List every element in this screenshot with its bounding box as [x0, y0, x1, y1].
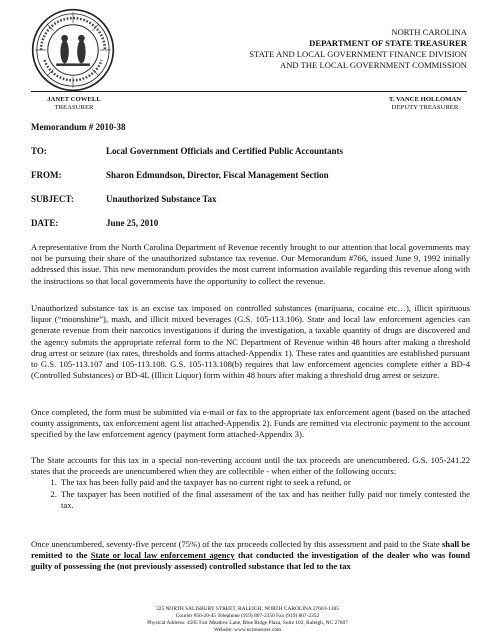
memo-subject-value: Unauthorized Substance Tax — [106, 194, 217, 204]
memo-to-row — [31, 146, 343, 156]
memo-date-value: June 25, 2010 — [106, 218, 159, 228]
paragraph-4-intro: The State accounts for this tax in a special non-reverting account until the tax proceeds are unencumbered. G.S. 105-241.22 states that the proceeds are unencumbered when they are collectible - when either of the following occurs: — [31, 455, 470, 477]
unencumbered-conditions-list — [31, 477, 470, 511]
footer-mailing-address: 325 NORTH SALISBURY STREET, RALEIGH, NORTH CAROLINA 27603-1385 — [156, 606, 339, 612]
state-seal-icon — [31, 8, 115, 92]
paragraph-2 — [31, 303, 470, 381]
state-name: NORTH CAROLINA — [391, 27, 467, 37]
paragraph-5-bold-continued: that conducted the investigation of the dealer who was found guilty of possessing the (not previously assessed) controlled substance that led to the tax — [31, 550, 470, 572]
deputy-treasurer-title: DEPUTY TREASURER — [391, 104, 459, 112]
memo-from-row — [31, 170, 329, 180]
footer-website: Website: www.nctreasurer.com — [213, 627, 282, 633]
memorandum-number: Memorandum # 2010-38 — [31, 122, 126, 132]
treasurer-name: JANET COWELL — [47, 96, 101, 103]
memo-subject-row — [31, 194, 217, 204]
footer-phone-fax: Courier #56-20-45 Telephone (919) 807-2350 Fax (919) 807-2352 — [175, 613, 320, 619]
deputy-treasurer-name: T. VANCE HOLLOMAN — [388, 96, 462, 103]
paragraph-3 — [31, 407, 470, 441]
memo-subject-label: SUBJECT: — [31, 194, 74, 204]
memo-from-label: FROM: — [31, 170, 62, 180]
list-item: 1. The tax has been fully paid and the taxpayer has no current right to seek a refund, or — [59, 477, 470, 488]
treasurer-title: TREASURER — [54, 104, 94, 112]
official-treasurer — [28, 96, 120, 112]
list-item: 2. The taxpayer has been notified of the final assessment of the tax and has neither fully paid nor timely contested the tax. — [59, 489, 470, 511]
memo-to-value: Local Government Officials and Certified Public Accountants — [106, 146, 343, 156]
paragraph-5-bold: shall be remitted to the — [31, 539, 470, 561]
paragraph-4 — [31, 455, 470, 511]
memo-to-label: TO: — [31, 146, 47, 156]
paragraph-5-text — [31, 539, 470, 573]
footer-physical-address: Physical Address: 4505 Fair Meadow Lane, Blue Ridge Plaza, Suite 102, Raleigh, NC 27607 — [147, 620, 348, 626]
paragraph-5-plain: Once unencumbered, seventy-five percent (75%) of the tax proceeds collected by this assessment and paid to the State — [31, 539, 442, 549]
division-line-1: STATE AND LOCAL GOVERNMENT FINANCE DIVISION — [249, 49, 467, 59]
letterhead-footer — [100, 606, 395, 634]
paragraph-1-text: A representative from the North Carolina Department of Revenue recently brought to our attention that local governments may not be pursuing their share of the unauthorized substance tax revenue. Our Memorandum #766, issued June 9, 1992 initially addressed this issue. This new memorandum provides the most current information available regarding this revenue along with the instructions so that local governments have the opportunity to collect the revenue. — [31, 242, 470, 286]
department-name: DEPARTMENT OF STATE TREASURER — [309, 38, 467, 48]
paragraph-2-text: Unauthorized substance tax is an excise tax imposed on controlled substances (marijuana, cocaine etc…), illicit spirituous liquor (“moonshine”), mash, and illicit mixed beverages (G.S. 105-113.106). State and local law enforcement agencies can generate revenue from their narcotics investigations if during the investigation, a taxable quantity of drugs are discovered and the agency submits the appropriate referral form to the NC Department of Revenue within 48 hours after making a threshold drug arrest or seizure (tax rates, thresholds and forms attached-Appendix 1). These rates and quantities are established pursuant to G.S. 105-113.107 and 105-113.108. G.S. 105-113.108(b) requires that law enforcement agencies complete either a BD-4 (Controlled Substances) or BD-4L (Illicit Liquor) form within 48 hours after making a threshold drug arrest or seizure. — [31, 303, 470, 381]
division-line-2: AND THE LOCAL GOVERNMENT COMMISSION — [280, 60, 467, 70]
memo-date-row — [31, 218, 158, 228]
letterhead-divider — [31, 91, 467, 92]
memo-from-value: Sharon Edmundson, Director, Fiscal Management Section — [106, 170, 329, 180]
paragraph-1 — [31, 242, 470, 287]
paragraph-5-bold-underline: State or local law enforcement agency — [90, 550, 235, 561]
paragraph-5 — [31, 539, 470, 573]
memo-date-label: DATE: — [31, 218, 59, 228]
paragraph-3-text: Once completed, the form must be submitted via e-mail or fax to the appropriate tax enforcement agent (based on the attached county assignments, tax enforcement agent list attached-Appendix 2). Funds are remitted via electronic payment to the account specified by the law enforcement agency (payment form attached-Appendix 3). — [31, 407, 470, 440]
letterhead-agency — [167, 27, 467, 71]
official-deputy-treasurer — [375, 96, 475, 112]
